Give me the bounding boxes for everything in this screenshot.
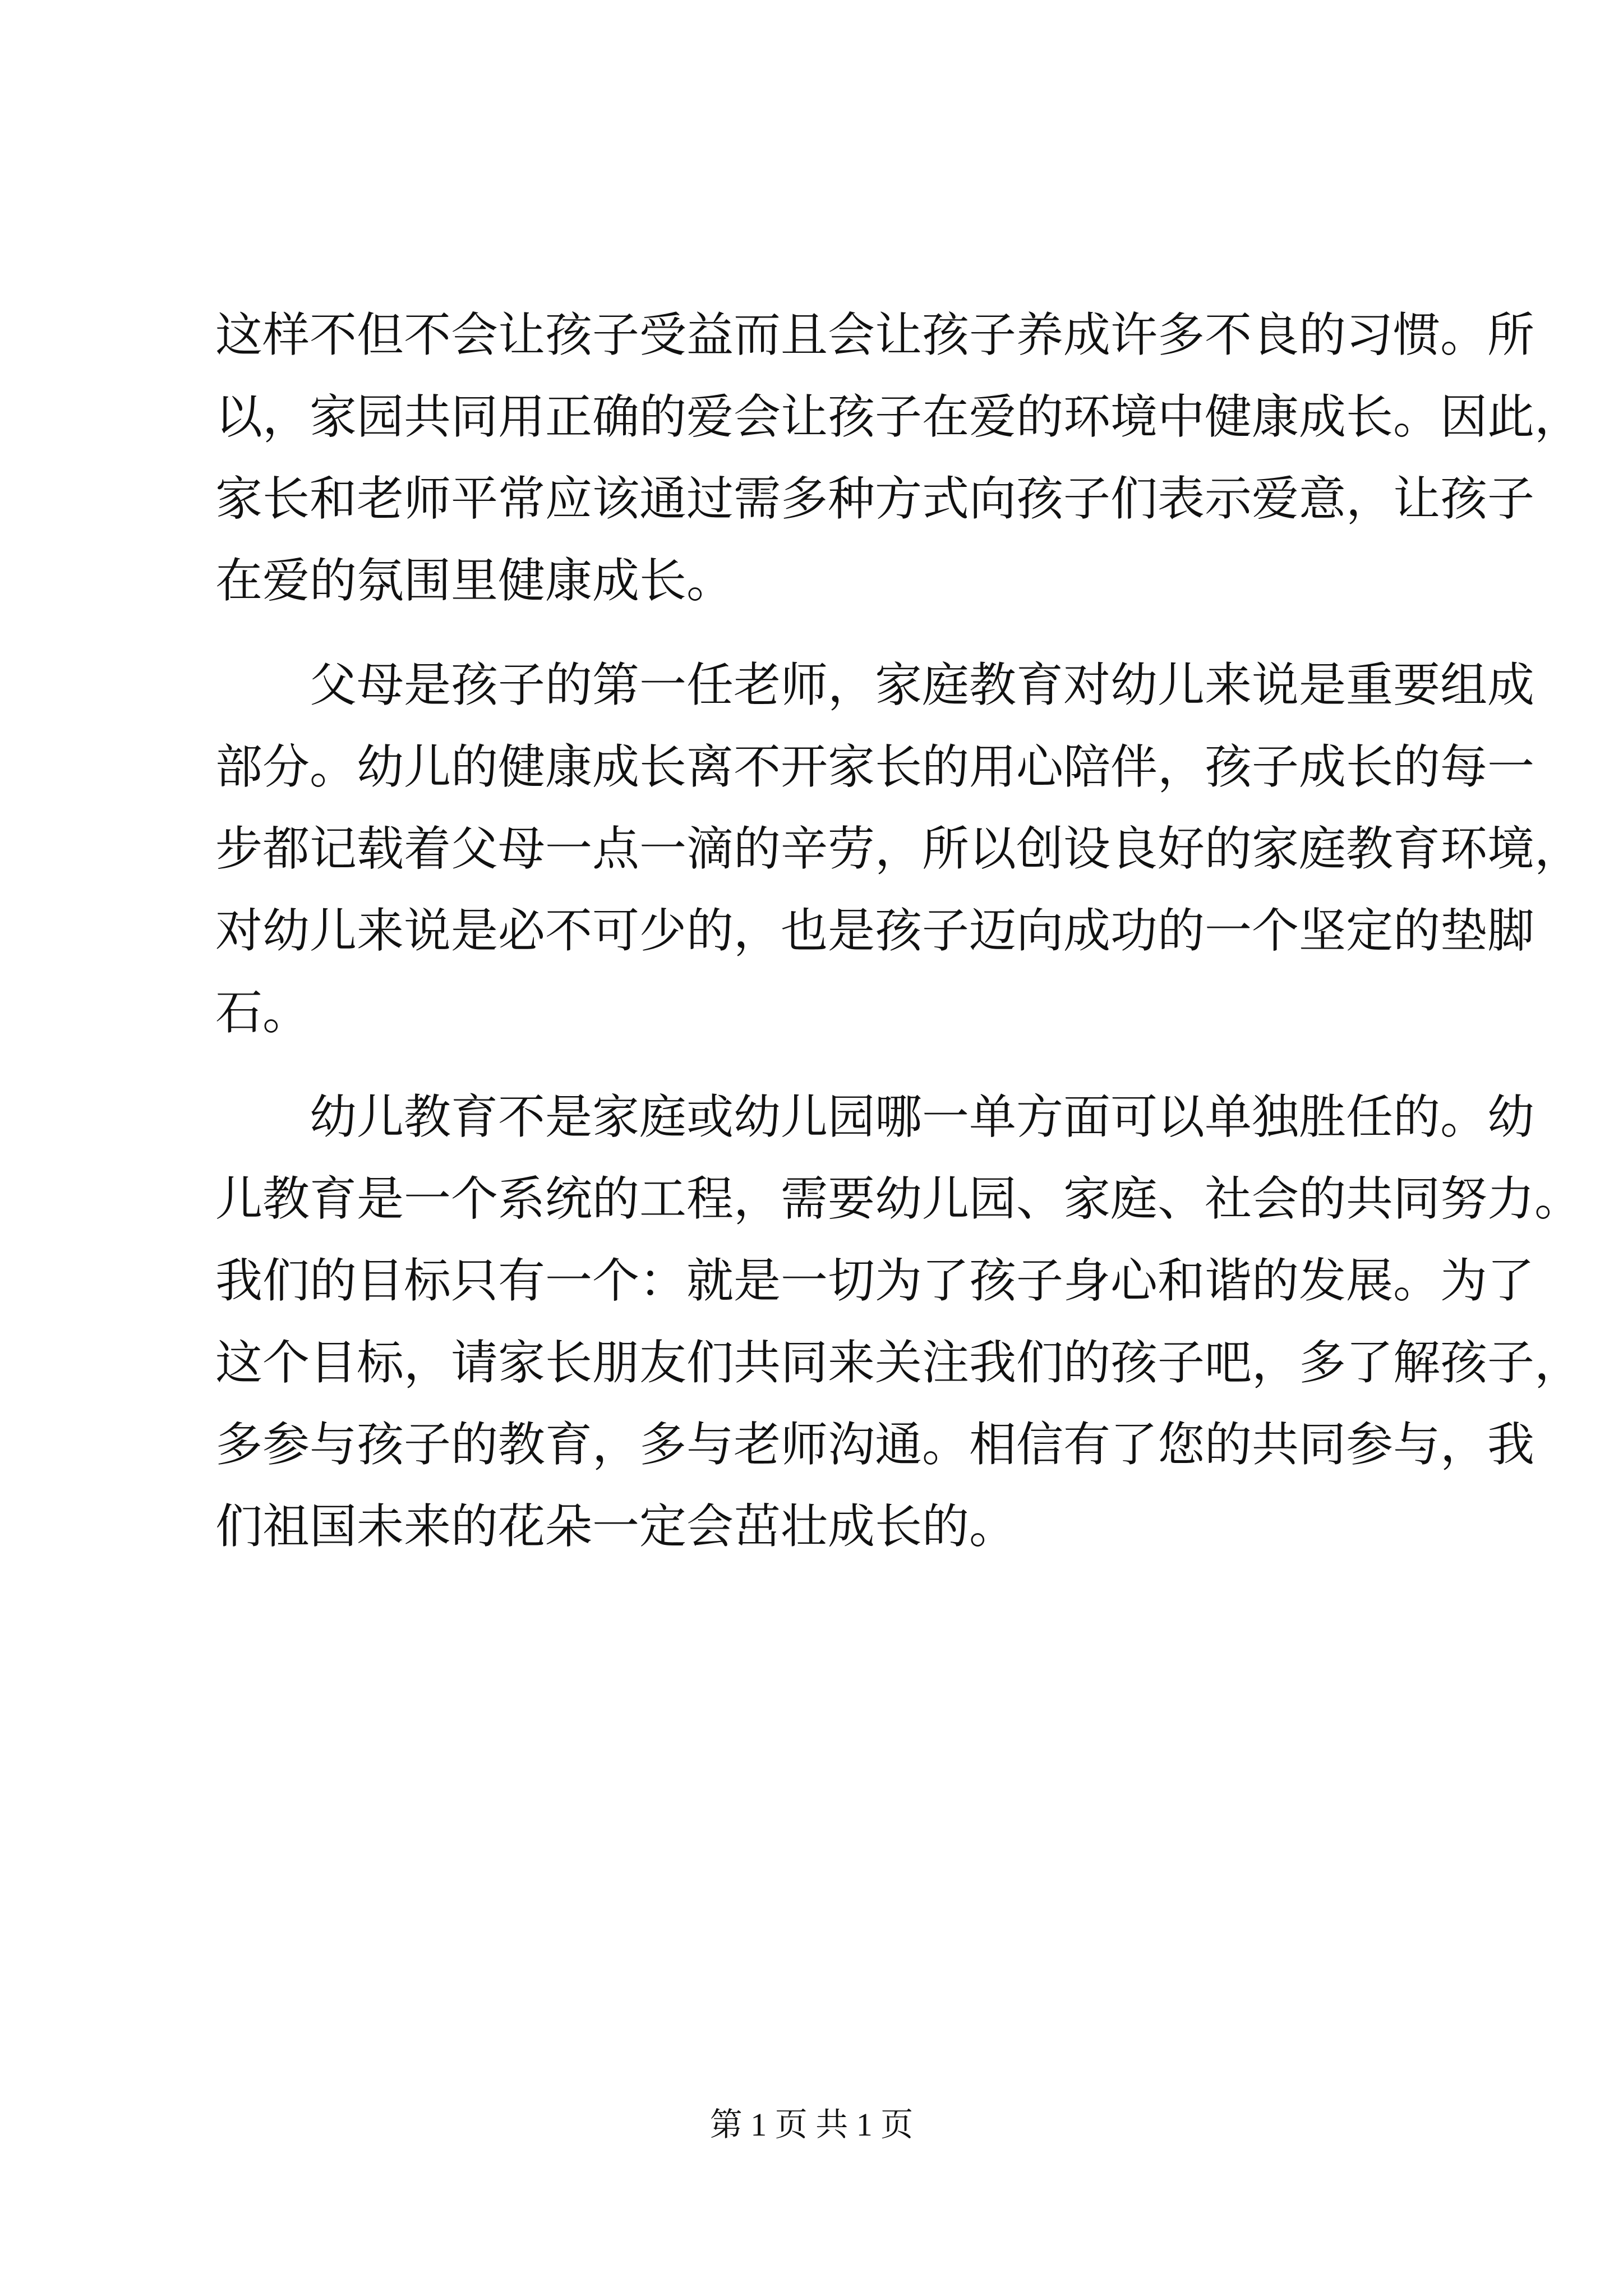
text-line: 们祖国未来的花朵一定会茁壮成长的。 [215,1499,1017,1554]
text-line: 我们的目标只有一个：就是一切为了孩子身心和谐的发展。为了 [215,1253,1535,1308]
text-line: 在爱的氛围里健康成长。 [215,553,734,608]
text-line: 家长和老师平常应该通过需多种方式向孩子们表示爱意，让孩子 [215,471,1535,526]
text-line: 父母是孩子的第一任老师，家庭教育对幼儿来说是重要组成 [310,657,1535,712]
text-line: 多参与孩子的教育，多与老师沟通。相信有了您的共同参与，我 [215,1417,1535,1472]
text-line: 儿教育是一个系统的工程，需要幼儿园、家庭、社会的共同努力。 [215,1171,1582,1226]
text-line: 部分。幼儿的健康成长离不开家长的用心陪伴，孩子成长的每一 [215,739,1535,794]
paragraph-3 [215,1076,1582,1567]
text-line: 对幼儿来说是必不可少的，也是孩子迈向成功的一个坚定的垫脚 [215,903,1535,958]
text-line: 以，家园共同用正确的爱会让孩子在爱的环境中健康成长。因此， [215,389,1582,444]
paragraph-1 [215,294,1582,622]
text-line: 这个目标，请家长朋友们共同来关注我们的孩子吧，多了解孩子， [215,1335,1582,1390]
text-line: 步都记载着父母一点一滴的辛劳，所以创设良好的家庭教育环境， [215,821,1582,876]
text-line: 石。 [215,985,310,1040]
document-body [215,294,1582,1590]
text-line: 幼儿教育不是家庭或幼儿园哪一单方面可以单独胜任的。幼 [310,1089,1535,1144]
text-line: 这样不但不会让孩子受益而且会让孩子养成许多不良的习惯。所 [215,307,1535,362]
page-footer: 第 1 页 共 1 页 [709,2106,914,2143]
paragraph-2 [215,644,1582,1053]
